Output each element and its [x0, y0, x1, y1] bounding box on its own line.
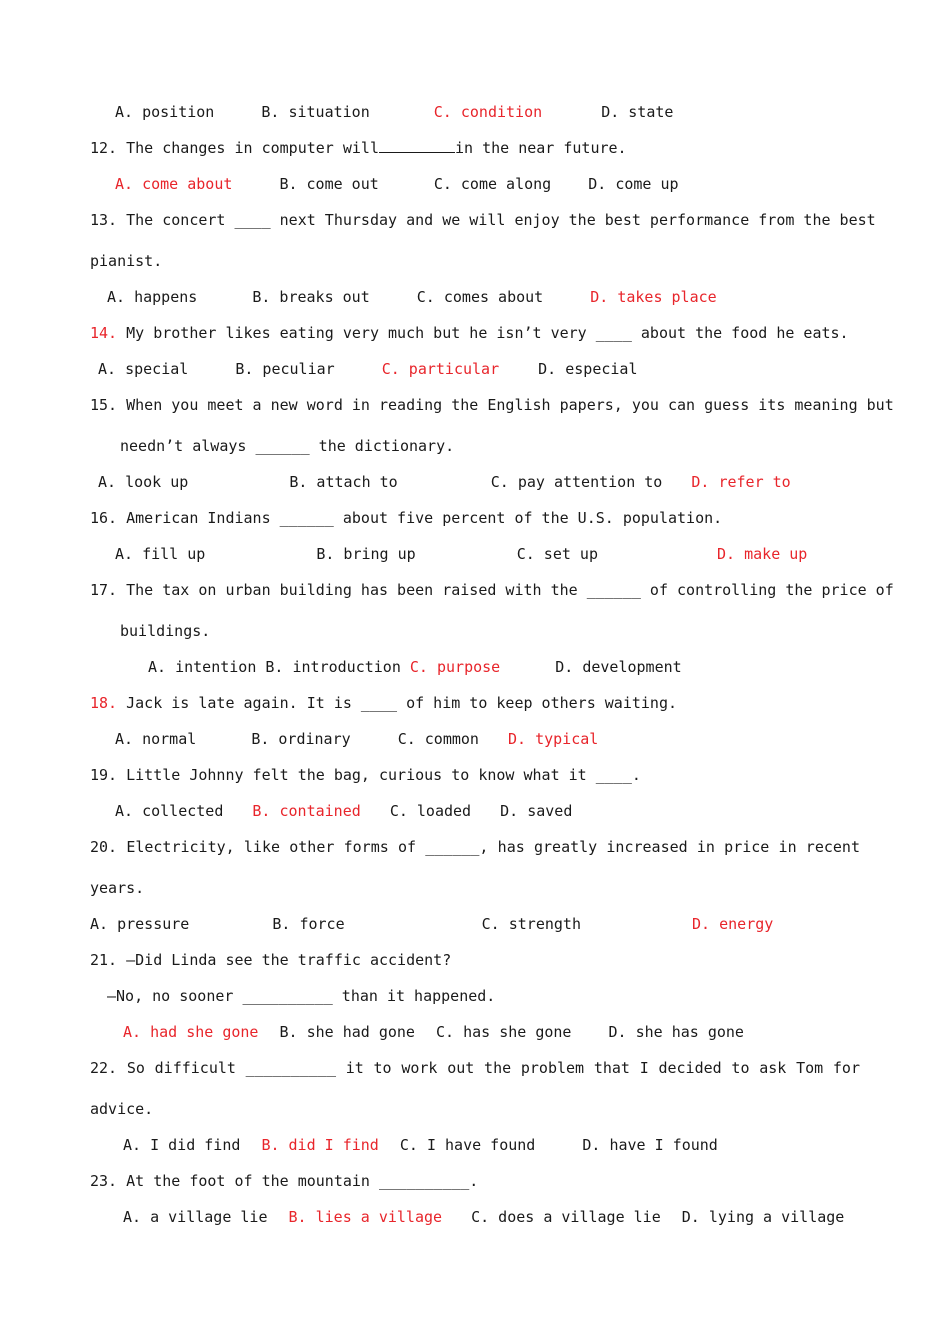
options-q23 — [123, 1207, 844, 1227]
question-number: 22. — [90, 1059, 118, 1077]
question-23 — [90, 1171, 478, 1191]
option-d: D. development — [555, 658, 682, 676]
option-b: B. ordinary — [251, 730, 351, 748]
question-13-continued — [90, 251, 162, 271]
option-b: B. breaks out — [252, 288, 370, 306]
question-22-continued — [90, 1099, 153, 1119]
option-d-answer: D. make up — [717, 545, 808, 563]
option-b: B. peculiar — [235, 360, 335, 378]
option-d: D. come up — [588, 175, 679, 193]
question-text: Jack is late again. It is ____ of him to keep others waiting. — [126, 694, 678, 712]
option-b: B. attach to — [289, 473, 398, 491]
question-15 — [90, 395, 894, 415]
question-number: 19. — [90, 766, 118, 784]
question-17-continued — [120, 621, 210, 641]
option-d: D. lying a village — [681, 1208, 845, 1226]
option-b: B. situation — [261, 103, 370, 121]
option-a: A. happens — [107, 288, 198, 306]
question-text: advice. — [90, 1100, 154, 1118]
option-d-answer: D. refer to — [691, 473, 791, 491]
question-text: My brother likes eating very much but he isn’t very ____ about the food he eats. — [126, 324, 849, 342]
option-b-answer: B. did I find — [261, 1136, 379, 1154]
options-q22 — [123, 1135, 718, 1155]
question-number: 12. — [90, 139, 118, 157]
option-a: A. collected — [115, 802, 224, 820]
question-text: The changes in computer will — [126, 139, 379, 157]
question-12 — [90, 138, 627, 158]
option-a: A. intention — [148, 658, 257, 676]
options-q11 — [115, 102, 673, 122]
question-text-rest: in the near future. — [455, 139, 627, 157]
option-a: A. special — [98, 360, 189, 378]
option-c: C. set up — [516, 545, 598, 563]
question-number: 17. — [90, 581, 118, 599]
option-a-answer: A. come about — [115, 175, 233, 193]
question-number: 16. — [90, 509, 118, 527]
option-a: A. pressure — [90, 915, 190, 933]
question-number: 13. — [90, 211, 118, 229]
options-q15 — [98, 472, 791, 492]
options-q18 — [115, 729, 598, 749]
option-b: B. she had gone — [279, 1023, 415, 1041]
option-a-answer: A. had she gone — [123, 1023, 259, 1041]
question-text: The concert ____ next Thursday and we will enjoy the best performance from the best — [126, 211, 876, 229]
option-b: B. introduction — [265, 658, 401, 676]
options-q21 — [123, 1022, 744, 1042]
option-c: C. come along — [433, 175, 552, 193]
option-a: A. I did find — [123, 1136, 241, 1154]
question-20 — [90, 837, 860, 857]
question-text: Electricity, like other forms of ______, has greatly increased in price in recent — [126, 838, 860, 856]
question-number: 18. — [90, 694, 118, 712]
option-a: A. fill up — [115, 545, 206, 563]
question-text: needn’t always ______ the dictionary. — [120, 437, 455, 455]
question-text: —Did Linda see the traffic accident? — [126, 951, 452, 969]
question-number: 21. — [90, 951, 118, 969]
question-text: buildings. — [120, 622, 211, 640]
question-text: At the foot of the mountain __________. — [126, 1172, 479, 1190]
options-q20 — [90, 914, 773, 934]
option-d: D. especial — [538, 360, 638, 378]
option-b: B. bring up — [316, 545, 416, 563]
option-d: D. state — [601, 103, 674, 121]
question-number: 20. — [90, 838, 118, 856]
option-c: C. pay attention to — [490, 473, 663, 491]
question-16 — [90, 508, 722, 528]
option-c: C. comes about — [416, 288, 544, 306]
options-q12 — [115, 174, 679, 194]
option-c-answer: C. condition — [433, 103, 543, 121]
question-19 — [90, 765, 641, 785]
question-text: years. — [90, 879, 145, 897]
question-number: 15. — [90, 396, 118, 414]
option-d: D. saved — [500, 802, 573, 820]
option-c: C. common — [397, 730, 479, 748]
options-q13 — [107, 287, 717, 307]
option-a: A. a village lie — [123, 1208, 268, 1226]
option-a: A. normal — [115, 730, 197, 748]
option-d-answer: D. takes place — [590, 288, 717, 306]
question-21-continued — [107, 986, 495, 1006]
question-15-continued — [120, 436, 454, 456]
option-a: A. position — [115, 103, 215, 121]
option-c-answer: C. particular — [381, 360, 500, 378]
question-text: American Indians ______ about five percent of the U.S. population. — [126, 509, 723, 527]
option-d-answer: D. typical — [508, 730, 599, 748]
option-c: C. strength — [481, 915, 581, 933]
question-text: pianist. — [90, 252, 163, 270]
question-number: 14. — [90, 324, 118, 342]
options-q17 — [148, 657, 682, 677]
option-c: C. loaded — [389, 802, 472, 820]
question-21 — [90, 950, 451, 970]
question-22 — [90, 1058, 860, 1078]
option-d-answer: D. energy — [692, 915, 774, 933]
option-b-answer: B. contained — [252, 802, 361, 820]
options-q14 — [98, 359, 638, 379]
option-b-answer: B. lies a village — [288, 1208, 443, 1226]
option-c: C. I have found — [399, 1136, 536, 1154]
option-d: D. have I found — [582, 1136, 718, 1154]
option-d: D. she has gone — [608, 1023, 744, 1041]
question-17 — [90, 580, 894, 600]
option-b: B. come out — [279, 175, 379, 193]
question-20-continued — [90, 878, 144, 898]
option-b: B. force — [272, 915, 345, 933]
question-13 — [90, 210, 876, 230]
option-c: C. has she gone — [436, 1023, 572, 1041]
answer-blank — [379, 138, 455, 153]
options-q19 — [115, 801, 572, 821]
question-14 — [90, 323, 849, 343]
question-text: The tax on urban building has been raised with the ______ of controlling the price of — [126, 581, 894, 599]
question-text: Little Johnny felt the bag, curious to know what it ____. — [126, 766, 641, 784]
option-c: C. does a village lie — [471, 1208, 661, 1226]
question-number: 23. — [90, 1172, 118, 1190]
question-text: —No, no sooner __________ than it happened. — [107, 987, 496, 1005]
question-text: So difficult __________ it to work out the problem that I decided to ask Tom for — [126, 1059, 860, 1077]
question-text: When you meet a new word in reading the English papers, you can guess its meaning but — [126, 396, 894, 414]
option-a: A. look up — [98, 473, 189, 491]
option-c-answer: C. purpose — [409, 658, 501, 676]
options-q16 — [115, 544, 807, 564]
question-18 — [90, 693, 677, 713]
